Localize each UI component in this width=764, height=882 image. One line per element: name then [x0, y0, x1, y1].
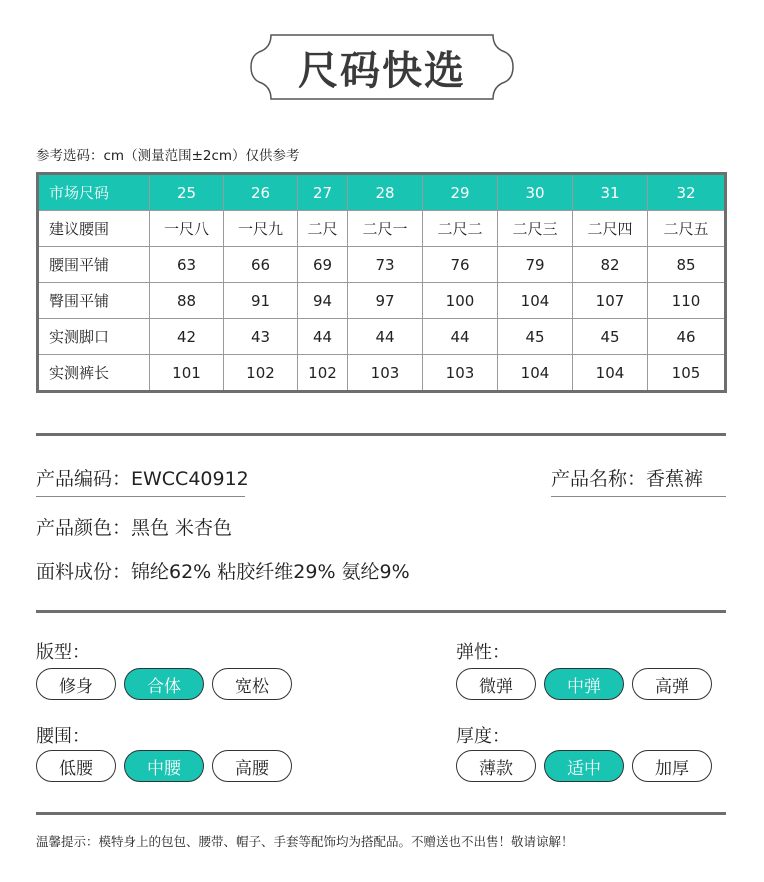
title-banner: [249, 34, 515, 100]
table-cell: 103: [423, 355, 498, 392]
table-cell: 44: [423, 319, 498, 355]
table-cell: 66: [224, 247, 298, 283]
table-header-cell: 30: [498, 174, 573, 211]
table-cell: 一尺八: [150, 211, 224, 247]
product-color: 产品颜色：黑色 米杏色: [36, 517, 233, 539]
table-cell: 102: [224, 355, 298, 392]
table-row: [38, 211, 726, 247]
table-cell: 82: [573, 247, 648, 283]
section-divider: [36, 433, 726, 436]
fit-label: 版型：: [36, 642, 90, 663]
fit-option-loose[interactable]: 宽松: [212, 668, 292, 700]
table-cell: 一尺九: [224, 211, 298, 247]
product-code-underline: [36, 496, 245, 497]
section-divider: [36, 812, 726, 815]
table-cell: 44: [298, 319, 348, 355]
table-cell: 102: [298, 355, 348, 392]
table-cell: 103: [348, 355, 423, 392]
table-cell: 101: [150, 355, 224, 392]
page-title: 尺码快选: [298, 47, 466, 94]
table-header-cell: 市场尺码: [38, 174, 150, 211]
table-cell: 91: [224, 283, 298, 319]
table-cell: 42: [150, 319, 224, 355]
product-name-underline: [551, 496, 726, 497]
table-header-cell: 32: [648, 174, 726, 211]
table-cell: 二尺四: [573, 211, 648, 247]
table-row-label: 臀围平铺: [38, 283, 150, 319]
elasticity-label: 弹性：: [456, 642, 510, 663]
table-header-cell: 31: [573, 174, 648, 211]
fit-option-slim[interactable]: 修身: [36, 668, 116, 700]
table-cell: 二尺一: [348, 211, 423, 247]
table-cell: 二尺五: [648, 211, 726, 247]
table-cell: 104: [498, 355, 573, 392]
table-cell: 二尺三: [498, 211, 573, 247]
table-cell: 二尺: [298, 211, 348, 247]
table-cell: 104: [498, 283, 573, 319]
elasticity-option-medium[interactable]: 中弹: [544, 668, 624, 700]
elasticity-option-high[interactable]: 高弹: [632, 668, 712, 700]
table-row-label: 建议腰围: [38, 211, 150, 247]
table-row: [38, 355, 726, 392]
table-cell: 45: [498, 319, 573, 355]
table-header-row: [38, 174, 726, 211]
table-cell: 79: [498, 247, 573, 283]
footer-note: 温馨提示：模特身上的包包、腰带、帽子、手套等配饰均为搭配品。不赠送也不出售！敬请谅解！: [36, 834, 574, 849]
waist-option-high[interactable]: 高腰: [212, 750, 292, 782]
thickness-option-medium[interactable]: 适中: [544, 750, 624, 782]
waist-option-low[interactable]: 低腰: [36, 750, 116, 782]
table-cell: 107: [573, 283, 648, 319]
product-fabric: 面料成份：锦纶62% 粘胶纤维29% 氨纶9%: [36, 561, 410, 583]
size-table: [36, 172, 727, 393]
table-cell: 85: [648, 247, 726, 283]
table-row: [38, 283, 726, 319]
table-cell: 76: [423, 247, 498, 283]
table-row: [38, 247, 726, 283]
elasticity-option-slight[interactable]: 微弹: [456, 668, 536, 700]
table-cell: 二尺二: [423, 211, 498, 247]
table-cell: 63: [150, 247, 224, 283]
section-divider: [36, 610, 726, 613]
table-cell: 97: [348, 283, 423, 319]
waist-option-mid[interactable]: 中腰: [124, 750, 204, 782]
table-header-cell: 28: [348, 174, 423, 211]
table-cell: 110: [648, 283, 726, 319]
table-cell: 88: [150, 283, 224, 319]
table-row-label: 实测裤长: [38, 355, 150, 392]
table-cell: 100: [423, 283, 498, 319]
table-cell: 94: [298, 283, 348, 319]
table-cell: 46: [648, 319, 726, 355]
table-cell: 44: [348, 319, 423, 355]
product-code: 产品编码：EWCC40912: [36, 468, 249, 490]
table-cell: 104: [573, 355, 648, 392]
table-cell: 43: [224, 319, 298, 355]
table-header-cell: 27: [298, 174, 348, 211]
thickness-option-thick[interactable]: 加厚: [632, 750, 712, 782]
table-row-label: 腰围平铺: [38, 247, 150, 283]
table-header-cell: 25: [150, 174, 224, 211]
product-name: 产品名称：香蕉裤: [551, 468, 704, 490]
thickness-option-thin[interactable]: 薄款: [456, 750, 536, 782]
thickness-label: 厚度：: [456, 726, 510, 747]
table-cell: 69: [298, 247, 348, 283]
table-row-label: 实测脚口: [38, 319, 150, 355]
table-header-cell: 29: [423, 174, 498, 211]
fit-option-regular[interactable]: 合体: [124, 668, 204, 700]
table-cell: 73: [348, 247, 423, 283]
table-cell: 45: [573, 319, 648, 355]
waist-label: 腰围：: [36, 726, 90, 747]
table-cell: 105: [648, 355, 726, 392]
table-row: [38, 319, 726, 355]
reference-note: 参考选码：cm（测量范围±2cm）仅供参考: [36, 148, 300, 164]
table-header-cell: 26: [224, 174, 298, 211]
